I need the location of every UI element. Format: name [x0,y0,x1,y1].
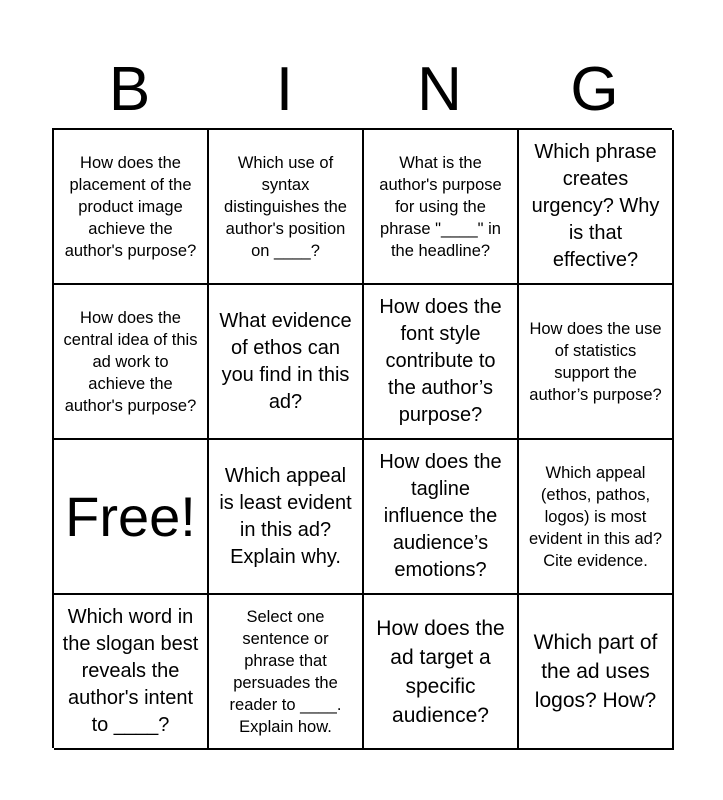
cell-text: Which part of the ad uses logos? How? [533,631,658,712]
header-letter-i: I [275,55,294,124]
header-letter-b: B [108,55,151,124]
bingo-cell[interactable] [54,595,209,750]
cell-text: How does the placement of the product image achieve the author's purpose? [64,153,197,260]
bingo-cell[interactable] [209,595,364,750]
cell-text: How does the ad target a specific audience? [376,616,505,727]
free-space-text: Free! [65,484,196,548]
cell-text: How does the font style contribute to the author’s purpose? [379,296,502,426]
cell-text: Select one sentence or phrase that persuades the reader to ____. Explain how. [229,607,342,736]
bingo-cell[interactable] [209,440,364,595]
cell-text: Which appeal is least evident in this ad? Explain why. [219,464,352,568]
cell-text: Which appeal (ethos, pathos, logos) is most evident in this ad? Cite evidence. [528,463,662,570]
bingo-card [52,128,672,748]
header-letter-g: G [570,55,619,124]
cell-text: Which phrase creates urgency? Why is that effective? [531,141,660,271]
bingo-cell[interactable] [54,130,209,285]
cell-text: What is the author's purpose for using the phrase "____" in the headline? [379,153,502,260]
bingo-cell[interactable] [519,440,674,595]
free-space-cell[interactable] [54,440,209,595]
bingo-cell[interactable] [209,130,364,285]
bingo-cell[interactable] [364,130,519,285]
cell-text: How does the tagline influence the audience’s emotions? [379,451,502,581]
bingo-cell[interactable] [519,285,674,440]
bingo-cell[interactable] [209,285,364,440]
header-letter-n: N [417,55,462,124]
cell-text: Which word in the slogan best reveals the author's intent to ____? [62,606,199,736]
cell-text: What evidence of ethos can you find in this ad? [219,309,352,413]
cell-text: How does the use of statistics support the author’s purpose? [529,319,662,404]
bingo-cell[interactable] [364,440,519,595]
bingo-cell[interactable] [519,595,674,750]
bingo-header [52,52,672,128]
bingo-cell[interactable] [364,285,519,440]
bingo-cell[interactable] [364,595,519,750]
cell-text: Which use of syntax distinguishes the author's position on ____? [224,153,347,260]
bingo-cell[interactable] [519,130,674,285]
cell-text: How does the central idea of this ad work to achieve the author's purpose? [63,308,198,415]
bingo-cell[interactable] [54,285,209,440]
